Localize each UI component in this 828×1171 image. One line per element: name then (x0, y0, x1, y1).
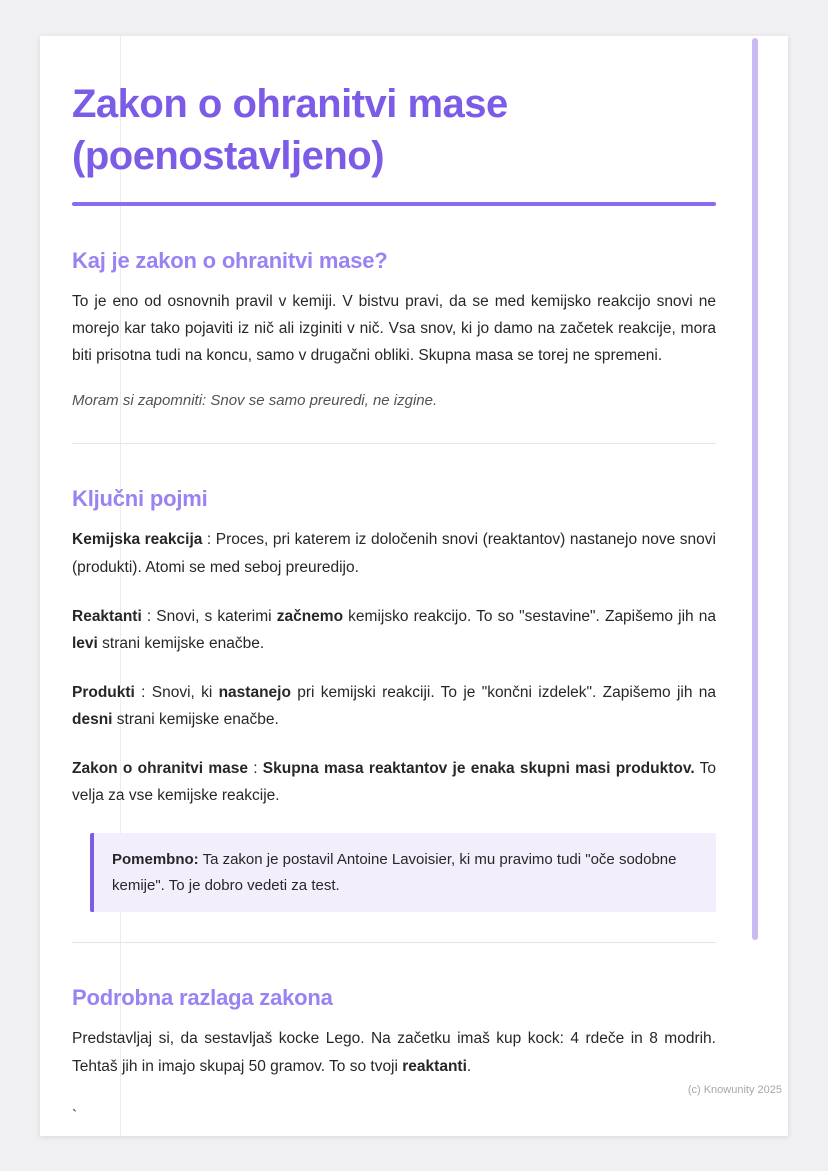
section-divider-2 (72, 942, 716, 943)
key-term-chemical-reaction: Kemijska reakcija : Proces, pri katerem iz določenih snovi (reaktantov) nastanejo nove snovi (produkti). Atomi se med seboj preuredijo. (72, 531, 716, 576)
key-term-products: Produkti : Snovi, ki nastanejo pri kemijski reakciji. To je "končni izdelek". Zapišemo jih na desni strani kemijske enačbe. (72, 683, 716, 728)
page-title-line-1: Zakon o ohranitvi mase (72, 82, 508, 126)
page-title (72, 78, 716, 182)
stray-backtick-line: ` (72, 1107, 78, 1125)
section-heading-detailed-explanation: Podrobna razlaga zakona (72, 985, 333, 1011)
document-content (40, 36, 788, 1126)
definition-paragraph: To je eno od osnovnih pravil v kemiji. V bistvu pravi, da se med kemijsko reakcijo snovi ne morejo kar tako pojaviti iz nič ali izginiti v nič. Vsa snov, ki jo damo na začetek reakcije, mora biti prisotna tudi na koncu, samo v drugačni obliki. Skupna masa se torej ne spremeni. (72, 293, 716, 365)
copyright-footer: (c) Knowunity 2025 (687, 1084, 782, 1096)
section-heading-key-terms: Ključni pojmi (72, 486, 208, 512)
page-title-line-2: (poenostavljeno) (72, 134, 385, 178)
key-term-law-of-conservation: Zakon o ohranitvi mase : Skupna masa reaktantov je enaka skupni masi produktov. To velja za vse kemijske reakcije. (72, 760, 716, 805)
section-divider-1 (72, 443, 716, 444)
lego-analogy-paragraph: Predstavljaj si, da sestavljaš kocke Lego. Na začetku imaš kup kock: 4 rdeče in 8 modrih. Tehtaš jih in imajo skupaj 50 gramov. To so tvoji reaktanti. (72, 1030, 716, 1075)
document-page (40, 36, 788, 1136)
key-term-reactants: Reaktanti : Snovi, s katerimi začnemo kemijsko reakcijo. To so "sestavine". Zapišemo jih na levi strani kemijske enačbe. (72, 607, 716, 652)
title-underline-rule (72, 202, 716, 206)
reminder-note: Moram si zapomniti: Snov se samo preuredi, ne izgine. (72, 392, 438, 410)
section-heading-definition: Kaj je zakon o ohranitvi mase? (72, 248, 388, 273)
important-callout: Pomembno: Ta zakon je postavil Antoine Lavoisier, ki mu pravimo tudi "oče sodobne kemije". To je dobro vedeti za test. (90, 833, 716, 912)
